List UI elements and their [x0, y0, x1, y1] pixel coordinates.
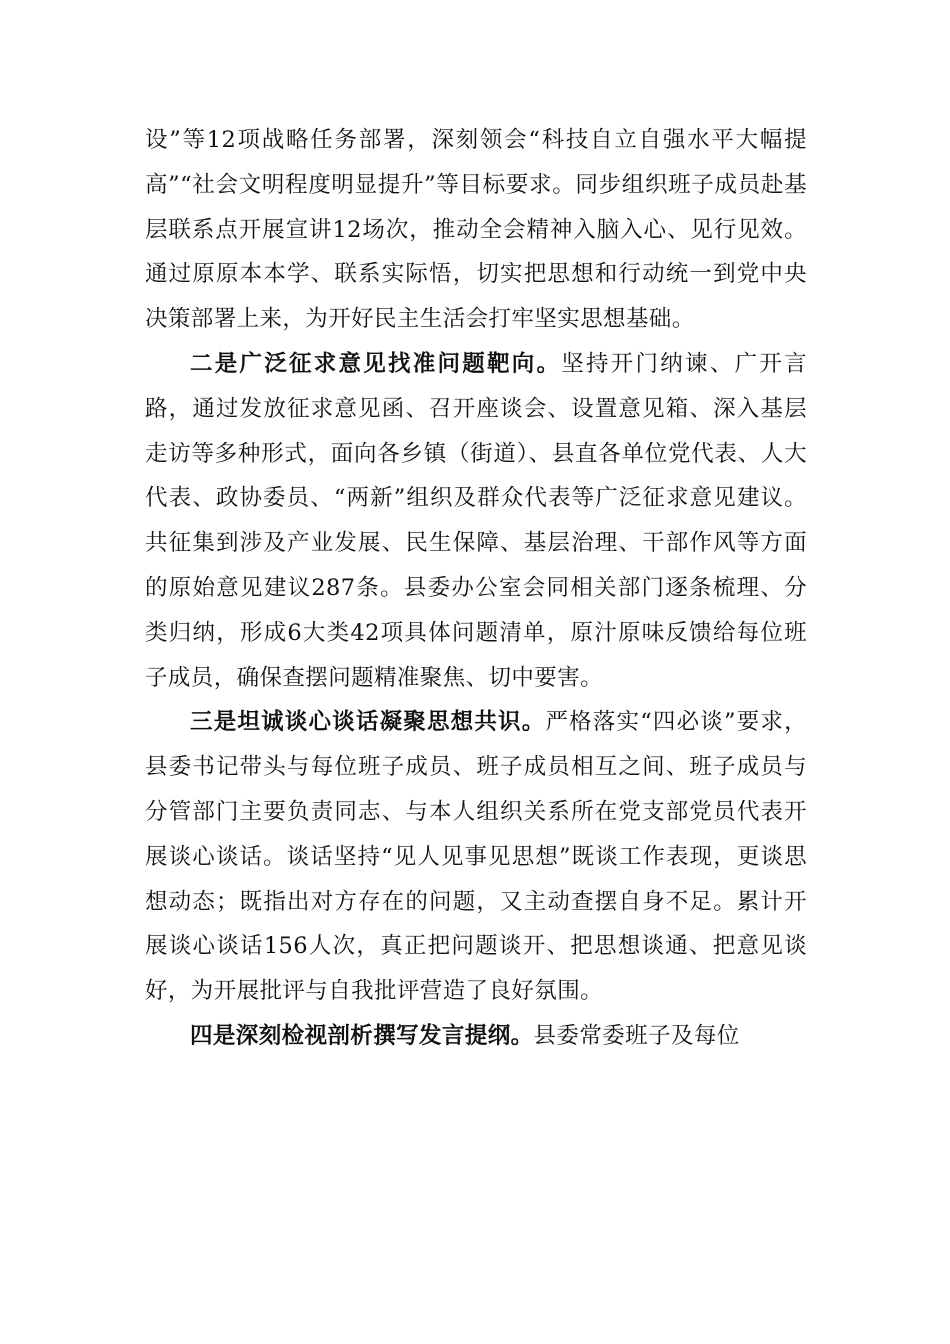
paragraph-solicit-opinions: [145, 342, 807, 700]
paragraph-text: 严格落实“四必谈”要求，县委书记带头与每位班子成员、班子成员相互之间、班子成员与分管部门主要负责同志、与本人组织关系所在党支部党员代表开展谈心谈话。谈话坚持“见人见事见思想”既谈工作表现，更谈思想动态；既指出对方存在的问题，又主动查摆自身不足。累计开展谈心谈话156人次，真正把问题谈开、把思想谈通、把意见谈好，为开展批评与自我批评营造了良好氛围。: [145, 709, 807, 1005]
paragraph-lead-heading: 三是坦诚谈心谈话凝聚思想共识。: [190, 709, 546, 736]
paragraph-text: 坚持开门纳谏、广开言路，通过发放征求意见函、召开座谈会、设置意见箱、深入基层走访等多种形式，面向各乡镇（街道）、县直各单位党代表、人大代表、政协委员、“两新”组织及群众代表等广泛征求意见建议。共征集到涉及产业发展、民生保障、基层治理、干部作风等方面的原始意见建议287条。县委办公室会同相关部门逐条梳理、分类归纳，形成6大类42项具体问题清单，原汁原味反馈给每位班子成员，确保查摆问题精准聚焦、切中要害。: [145, 350, 807, 691]
paragraph-heart-to-heart-talks: [145, 700, 807, 1014]
paragraph-lead-heading: 四是深刻检视剖析撰写发言提纲。: [190, 1022, 534, 1049]
document-body: [145, 118, 807, 1059]
paragraph-text: 县委常委班子及每位: [533, 1022, 740, 1049]
paragraph-text: 设”等12项战略任务部署，深刻领会“科技自立自强水平大幅提高”“社会文明程度明显提升”等目标要求。同步组织班子成员赴基层联系点开展宣讲12场次，推动全会精神入脑入心、见行见效。通过原原本本学、联系实际悟，切实把思想和行动统一到党中央决策部署上来，为开好民主生活会打牢坚实思想基础。: [145, 127, 807, 333]
paragraph-self-examination: [145, 1014, 807, 1059]
paragraph-continued: [145, 118, 807, 342]
paragraph-lead-heading: 二是广泛征求意见找准问题靶向。: [190, 350, 562, 377]
